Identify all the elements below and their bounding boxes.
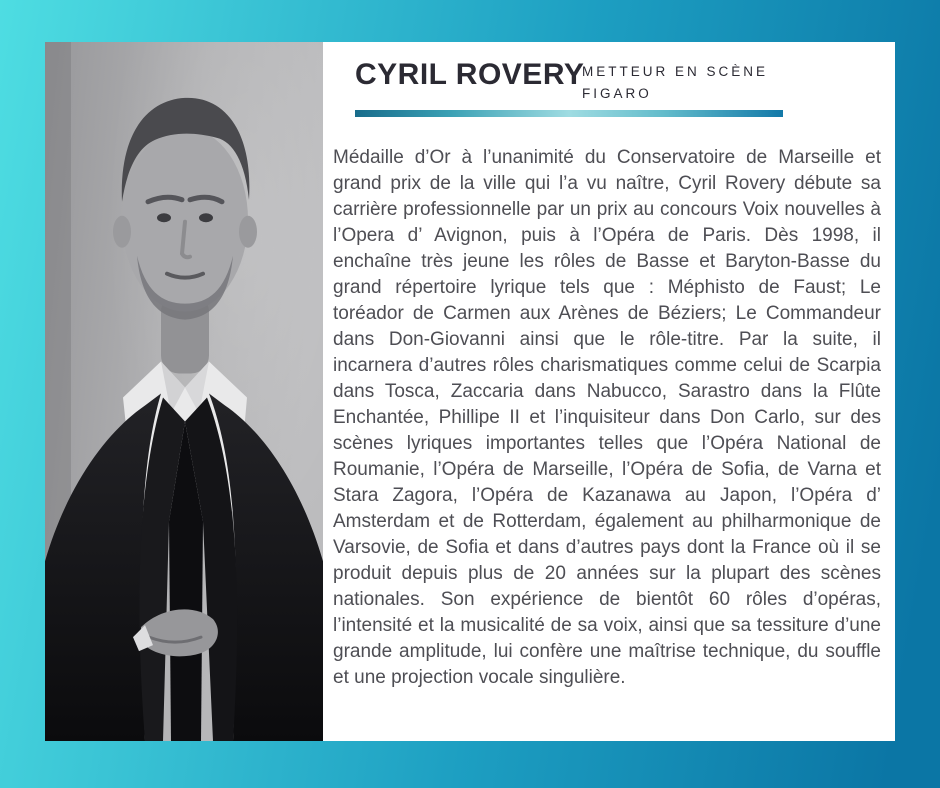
profile-name: CYRIL ROVERY (355, 58, 585, 91)
gradient-divider-bar (355, 110, 783, 117)
bio-paragraph: Médaille d’Or à l’unanimité du Conservatoire de Marseille et grand prix de la ville qui l’a vu naître, Cyril Rovery débute sa carrière professionnelle par un prix au concours Voix nouvelles à l’Opera d’ Avignon, puis à l’Opéra de Paris. Dès 1998, il enchaîne très jeune les rôles de Basse et Baryton-Basse du grand répertoire lyrique tels que : Méphisto de Faust; Le toréador de Carmen aux Arènes de Béziers; Le Commandeur dans Don-Giovanni ainsi que le rôle-titre. Par la suite, il incarnera d’autres rôles charismatiques comme celui de Scarpia dans Tosca, Zaccaria dans Nabucco, Sarastro dans la Flûte Enchantée, Phillipe II et l’inquisiteur dans Don Carlo, sur des scènes lyriques importantes telles que l’Opéra National de Roumanie, l’Opéra de Marseille, l’Opéra de Sofia, de Varna et Stara Zagora, l’Opéra de Kazanawa au Japon, l’Opéra d’ Amsterdam et de Rotterdam, également au philharmonique de Varsovie, de Sofia et dans d’autres pays dont la France où il se produit depuis plus de 20 années sur la plupart des scènes nationales. Son expérience de bientôt 60 rôles d’opéras, l’intensité et la musicalité de sa voix, ainsi que sa tessiture d’une grande amplitude, lui confère une maîtrise technique, du souffle et une projection vocale singulière. (333, 147, 881, 688)
profile-card (45, 42, 895, 741)
profile-roles (582, 61, 768, 105)
profile-content (333, 42, 881, 741)
portrait-illustration (45, 42, 323, 741)
portrait-photo (45, 42, 323, 741)
profile-role: METTEUR EN SCÈNE (582, 64, 769, 79)
profile-production: FIGARO (582, 86, 652, 101)
